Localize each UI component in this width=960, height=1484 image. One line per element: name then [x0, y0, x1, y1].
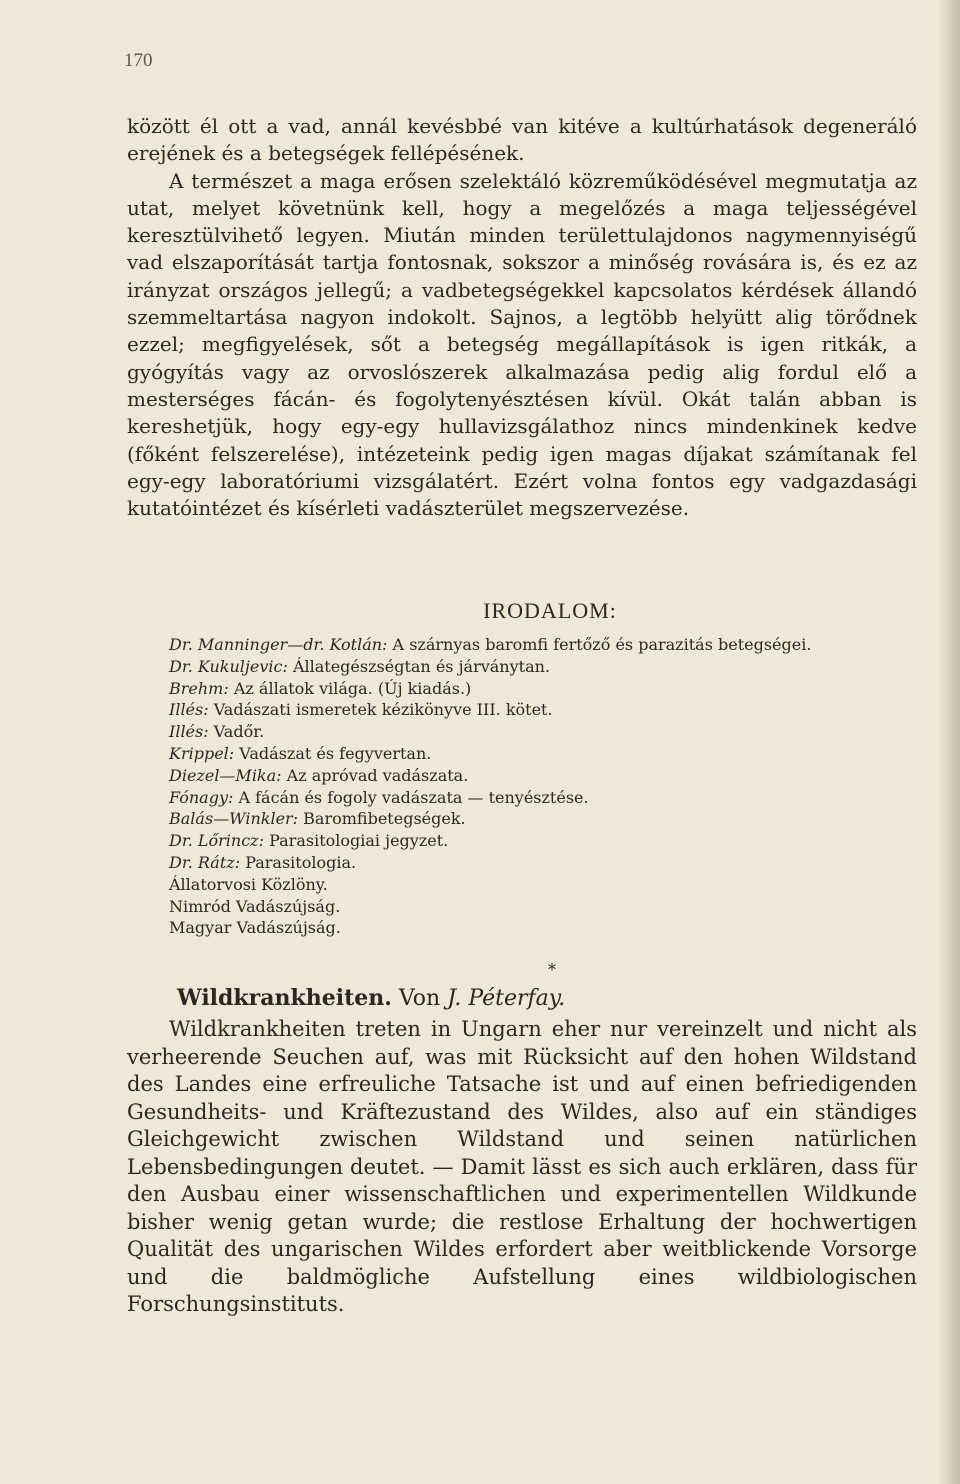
reference-title: Parasitologiai jegyzet. — [269, 831, 449, 851]
reference-item — [127, 808, 927, 830]
reference-item — [127, 678, 927, 700]
reference-author: Krippel: — [169, 743, 235, 763]
reference-title: A fácán és fogoly vadászata — tenyésztése. — [238, 787, 589, 807]
reference-item — [127, 699, 927, 721]
german-article-title — [177, 985, 565, 1011]
reference-author: Illés: — [169, 700, 209, 720]
reference-author: Diezel—Mika: — [169, 765, 282, 785]
reference-item — [127, 721, 927, 743]
reference-title: Nimród Vadászújság. — [169, 896, 341, 916]
german-title-von: Von — [398, 986, 441, 1011]
reference-author: Dr. Rátz: — [169, 852, 241, 872]
german-paragraph: Wildkrankheiten treten in Ungarn eher nur vereinzelt und nicht als verheerende Seuchen auf, was mit Rücksicht auf den hohen Wildstand des Landes eine erfreuliche Tatsache ist und auf einen befriedigenden Gesundheits- und Kräftezustand des Wildes, also auf ein ständiges Gleichgewicht zwischen Wildstand und seinen natürlichen Lebensbedingungen deutet. — Damit lässt es sich auch erklären, dass für den Ausbau einer wissenschaftlichen und experimentellen Wildkunde bisher wenig getan wurde; die restlose Erhaltung der hochwertigen Qualität des ungarischen Wildes erfordert aber weitblickende Vorsorge und die baldmögliche Aufstellung eines wildbiologischen Forschungsinstituts. — [127, 1017, 917, 1316]
reference-author: Brehm: — [169, 678, 229, 698]
hungarian-body — [127, 113, 917, 522]
reference-title: A szárnyas baromfi fertőző és parazitás betegségei. — [392, 635, 812, 654]
reference-author: Balás—Winkler: — [169, 809, 299, 829]
section-separator: * — [548, 960, 556, 979]
reference-title: Vadászati ismeretek kézikönyve III. kötet. — [213, 700, 553, 720]
reference-item — [127, 896, 927, 918]
literature-list — [127, 634, 927, 939]
reference-title: Az apróvad vadászata. — [286, 765, 469, 785]
page-number: 170 — [124, 50, 153, 71]
reference-title: Vadőr. — [213, 722, 265, 742]
reference-title: Állategészségtan és járványtan. — [292, 656, 551, 676]
reference-item — [127, 743, 927, 765]
reference-author: Illés: — [169, 722, 209, 742]
hungarian-paragraph-2: A természet a maga erősen szelektáló közreműködésével megmutatja az utat, melyet követnünk kell, hogy a megelőzés a maga teljességével keresztülvihető legyen. Miután minden területtulajdonos nagymennyiségű vad elszaporítását tartja fontosnak, sokszor a minőség rovására is, és ez az irányzat országos jellegű; a vadbetegségekkel kapcsolatos kérdések állandó szemmeltartása nagyon indokolt. Sajnos, a legtöbb helyütt alig törődnek ezzel; megfigyelések, sőt a betegség megállapítások is igen ritkák, a gyógyítás vagy az orvoslószerek alkalmazása pedig alig fordul elő a mesterséges fácán- és fogolytenyésztésen kívül. Okát talán abban is kereshetjük, hogy egy-egy hullavizsgálathoz nincs mindenkinek kedve (főként felszerelése), intézeteink pedig igen magas díjakat számítanak fel egy-egy laboratóriumi vizsgálatért. Ezért volna fontos egy vadgazdasági kutatóintézet és kísérleti vadászterület megszervezése. — [127, 168, 917, 521]
reference-item — [127, 852, 927, 874]
reference-author: Dr. Kukuljevic: — [169, 656, 288, 676]
page-edge-shadow — [938, 0, 960, 1484]
reference-item — [127, 874, 927, 896]
reference-title: Vadászat és fegyvertan. — [239, 743, 432, 763]
reference-author: Dr. Manninger—dr. Kotlán: — [169, 635, 388, 654]
german-title-author: J. Péterfay. — [447, 986, 566, 1011]
literature-heading: IRODALOM: — [483, 598, 617, 623]
reference-item — [127, 634, 927, 656]
reference-item — [127, 656, 927, 678]
reference-title: Parasitologia. — [245, 852, 357, 872]
reference-title: Állatorvosi Közlöny. — [169, 874, 328, 894]
reference-title: Az állatok világa. (Új kiadás.) — [233, 678, 472, 698]
reference-item — [127, 830, 927, 852]
reference-title: Baromfibetegségek. — [303, 809, 466, 829]
reference-author: Dr. Lőrincz: — [169, 831, 264, 851]
reference-item — [127, 765, 927, 787]
reference-item — [127, 917, 927, 939]
reference-item — [127, 787, 927, 809]
german-body — [127, 1016, 917, 1319]
reference-author: Fónagy: — [169, 787, 234, 807]
german-title-main: Wildkrankheiten. — [177, 985, 392, 1011]
reference-title: Magyar Vadászújság. — [169, 918, 341, 938]
hungarian-paragraph-1: között él ott a vad, annál kevésbbé van kitéve a kultúrhatások degeneráló erejének és a betegségek fellépésének. — [127, 114, 917, 166]
